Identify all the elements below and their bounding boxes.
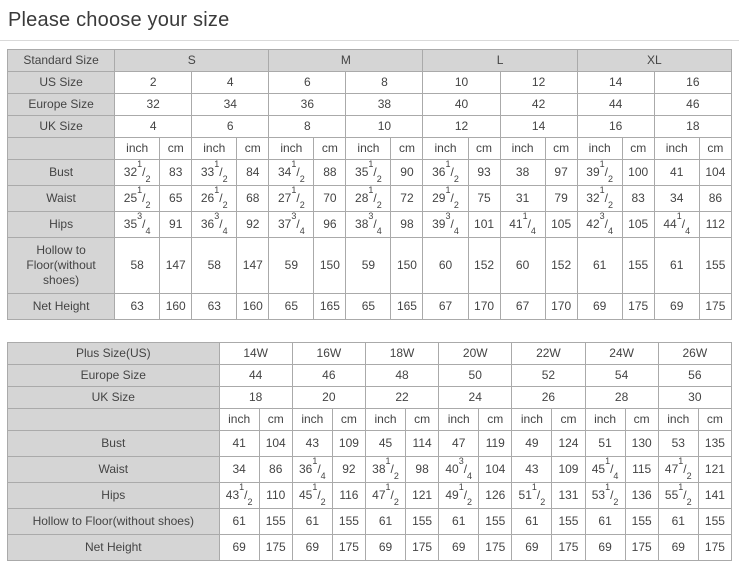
measure-value-cell: 155: [698, 509, 731, 535]
unit-cell: inch: [192, 138, 237, 160]
measure-value-cell: $36^1/_2$: [423, 160, 468, 186]
measure-value-cell: 147: [160, 238, 192, 294]
size-value-cell: 16: [577, 116, 654, 138]
measure-value-cell: 150: [314, 238, 346, 294]
measure-value-cell: $39^1/_2$: [577, 160, 622, 186]
unit-cell: inch: [654, 138, 699, 160]
measure-value-cell: 41: [654, 160, 699, 186]
measure-value-cell: 147: [237, 238, 269, 294]
measure-value-cell: 69: [512, 535, 552, 561]
size-value-cell: 10: [346, 116, 423, 138]
unit-cell: cm: [552, 409, 585, 431]
row-label: Hips: [8, 212, 115, 238]
row-label: UK Size: [8, 387, 220, 409]
measure-value-cell: 155: [552, 509, 585, 535]
measure-value-cell: 175: [625, 535, 658, 561]
unit-cell: inch: [585, 409, 625, 431]
measure-value-cell: 160: [237, 294, 269, 320]
measure-value-cell: 38: [500, 160, 545, 186]
unit-cell: inch: [346, 138, 391, 160]
size-value-cell: 6: [192, 116, 269, 138]
measure-value-cell: 150: [391, 238, 423, 294]
measure-value-cell: 69: [439, 535, 479, 561]
table-row: [8, 343, 732, 365]
size-value-cell: 46: [292, 365, 365, 387]
measure-value-cell: 51: [585, 431, 625, 457]
measure-value-cell: 69: [365, 535, 405, 561]
table-row: [8, 535, 732, 561]
measure-value-cell: 115: [625, 457, 658, 483]
size-group-header: M: [269, 50, 423, 72]
measure-value-cell: 175: [259, 535, 292, 561]
measure-value-cell: 170: [468, 294, 500, 320]
measure-value-cell: 110: [259, 483, 292, 509]
unit-cell: inch: [115, 138, 160, 160]
measure-value-cell: 109: [332, 431, 365, 457]
measure-value-cell: 119: [479, 431, 512, 457]
measure-value-cell: 65: [160, 186, 192, 212]
unit-cell: inch: [439, 409, 479, 431]
size-value-cell: 4: [192, 72, 269, 94]
measure-value-cell: 60: [423, 238, 468, 294]
measure-value-cell: 67: [423, 294, 468, 320]
measure-value-cell: 86: [259, 457, 292, 483]
measure-value-cell: 165: [314, 294, 346, 320]
size-value-cell: 14: [500, 116, 577, 138]
measure-value-cell: 58: [115, 238, 160, 294]
measure-value-cell: 65: [346, 294, 391, 320]
measure-value-cell: $34^1/_2$: [269, 160, 314, 186]
measure-value-cell: 75: [468, 186, 500, 212]
measure-value-cell: $38^3/_4$: [346, 212, 391, 238]
table-row: [8, 387, 732, 409]
measure-value-cell: 124: [552, 431, 585, 457]
measure-value-cell: $27^1/_2$: [269, 186, 314, 212]
measure-value-cell: $44^1/_4$: [654, 212, 699, 238]
measure-value-cell: $47^1/_2$: [365, 483, 405, 509]
unit-cell: inch: [365, 409, 405, 431]
measure-value-cell: 152: [545, 238, 577, 294]
size-value-cell: 54: [585, 365, 658, 387]
measure-value-cell: $47^1/_2$: [658, 457, 698, 483]
measure-value-cell: 155: [622, 238, 654, 294]
corner-cell: [8, 138, 115, 160]
measure-value-cell: 101: [468, 212, 500, 238]
measure-value-cell: 175: [332, 535, 365, 561]
unit-cell: cm: [237, 138, 269, 160]
table-row: [8, 72, 732, 94]
measure-value-cell: 93: [468, 160, 500, 186]
unit-cell: cm: [391, 138, 423, 160]
row-label: Europe Size: [8, 94, 115, 116]
measure-value-cell: $36^1/_4$: [292, 457, 332, 483]
table-row: [8, 160, 732, 186]
measure-value-cell: $29^1/_2$: [423, 186, 468, 212]
measure-value-cell: 60: [500, 238, 545, 294]
measure-value-cell: 175: [699, 294, 731, 320]
measure-value-cell: 170: [545, 294, 577, 320]
row-label: Net Height: [8, 294, 115, 320]
size-value-cell: 8: [346, 72, 423, 94]
measure-value-cell: 152: [468, 238, 500, 294]
measure-value-cell: 59: [269, 238, 314, 294]
table-row: [8, 431, 732, 457]
measure-value-cell: 121: [406, 483, 439, 509]
measure-value-cell: 69: [585, 535, 625, 561]
size-value-cell: 42: [500, 94, 577, 116]
measure-value-cell: 175: [698, 535, 731, 561]
measure-value-cell: 61: [512, 509, 552, 535]
measure-value-cell: $51^1/_2$: [512, 483, 552, 509]
measure-value-cell: $36^3/_4$: [192, 212, 237, 238]
size-group-header: XL: [577, 50, 731, 72]
unit-cell: inch: [512, 409, 552, 431]
measure-value-cell: 100: [622, 160, 654, 186]
measure-value-cell: 34: [219, 457, 259, 483]
measure-value-cell: $39^3/_4$: [423, 212, 468, 238]
size-value-cell: 18W: [365, 343, 438, 365]
measure-value-cell: 92: [332, 457, 365, 483]
row-label: Hollow to Floor(without shoes): [8, 509, 220, 535]
plus-size-table: [7, 342, 732, 561]
size-value-cell: 26W: [658, 343, 731, 365]
measure-value-cell: 69: [219, 535, 259, 561]
row-label: Waist: [8, 186, 115, 212]
measure-value-cell: 130: [625, 431, 658, 457]
size-value-cell: 4: [115, 116, 192, 138]
measure-value-cell: 58: [192, 238, 237, 294]
measure-value-cell: $49^1/_2$: [439, 483, 479, 509]
measure-value-cell: 105: [545, 212, 577, 238]
measure-value-cell: 61: [439, 509, 479, 535]
measure-value-cell: 70: [314, 186, 346, 212]
measure-value-cell: 121: [698, 457, 731, 483]
row-label: Bust: [8, 431, 220, 457]
row-label: Waist: [8, 457, 220, 483]
measure-value-cell: 175: [406, 535, 439, 561]
table-row: [8, 365, 732, 387]
size-value-cell: 12: [500, 72, 577, 94]
page-title: Please choose your size: [8, 9, 230, 31]
measure-value-cell: 69: [658, 535, 698, 561]
unit-cell: cm: [468, 138, 500, 160]
unit-cell: cm: [699, 138, 731, 160]
table-row: [8, 50, 732, 72]
size-value-cell: 50: [439, 365, 512, 387]
measure-value-cell: $40^3/_4$: [439, 457, 479, 483]
measure-value-cell: 131: [552, 483, 585, 509]
measure-value-cell: 92: [237, 212, 269, 238]
measure-value-cell: 104: [699, 160, 731, 186]
measure-value-cell: 72: [391, 186, 423, 212]
measure-value-cell: 61: [365, 509, 405, 535]
size-value-cell: 32: [115, 94, 192, 116]
measure-value-cell: $33^1/_2$: [192, 160, 237, 186]
measure-value-cell: 84: [237, 160, 269, 186]
size-value-cell: 12: [423, 116, 500, 138]
measure-value-cell: 96: [314, 212, 346, 238]
standard-size-table: [7, 49, 732, 320]
measure-value-cell: 98: [406, 457, 439, 483]
measure-value-cell: 155: [406, 509, 439, 535]
measure-value-cell: 165: [391, 294, 423, 320]
table-row: [8, 509, 732, 535]
size-value-cell: 16: [654, 72, 731, 94]
measure-value-cell: 61: [577, 238, 622, 294]
size-value-cell: 22W: [512, 343, 585, 365]
measure-value-cell: 105: [622, 212, 654, 238]
row-label: UK Size: [8, 116, 115, 138]
measure-value-cell: 59: [346, 238, 391, 294]
measure-value-cell: $43^1/_2$: [219, 483, 259, 509]
measure-value-cell: $53^1/_2$: [585, 483, 625, 509]
measure-value-cell: 61: [654, 238, 699, 294]
measure-value-cell: $42^3/_4$: [577, 212, 622, 238]
measure-value-cell: 61: [219, 509, 259, 535]
table-row: [8, 212, 732, 238]
measure-value-cell: 53: [658, 431, 698, 457]
row-label: Hollow to Floor(without shoes): [8, 238, 115, 294]
measure-value-cell: 65: [269, 294, 314, 320]
measure-value-cell: 141: [698, 483, 731, 509]
measure-value-cell: 155: [259, 509, 292, 535]
size-value-cell: 8: [269, 116, 346, 138]
unit-cell: inch: [269, 138, 314, 160]
measure-value-cell: 160: [160, 294, 192, 320]
size-value-cell: 24: [439, 387, 512, 409]
table-row: [8, 238, 732, 294]
measure-value-cell: 104: [259, 431, 292, 457]
size-value-cell: 52: [512, 365, 585, 387]
measure-value-cell: 90: [391, 160, 423, 186]
size-group-header: S: [115, 50, 269, 72]
row-label: Plus Size(US): [8, 343, 220, 365]
size-value-cell: 16W: [292, 343, 365, 365]
unit-cell: inch: [500, 138, 545, 160]
measure-value-cell: $38^1/_2$: [365, 457, 405, 483]
row-label: US Size: [8, 72, 115, 94]
table-row: [8, 186, 732, 212]
corner-cell: [8, 409, 220, 431]
size-value-cell: 20W: [439, 343, 512, 365]
size-value-cell: 34: [192, 94, 269, 116]
size-value-cell: 44: [577, 94, 654, 116]
unit-cell: inch: [658, 409, 698, 431]
unit-cell: cm: [332, 409, 365, 431]
measure-value-cell: 88: [314, 160, 346, 186]
size-value-cell: 30: [658, 387, 731, 409]
measure-value-cell: 135: [698, 431, 731, 457]
size-value-cell: 14: [577, 72, 654, 94]
measure-value-cell: 49: [512, 431, 552, 457]
measure-value-cell: 61: [585, 509, 625, 535]
measure-value-cell: 155: [479, 509, 512, 535]
size-value-cell: 24W: [585, 343, 658, 365]
measure-value-cell: 45: [365, 431, 405, 457]
row-label: Hips: [8, 483, 220, 509]
measure-value-cell: $35^1/_2$: [346, 160, 391, 186]
unit-cell: cm: [622, 138, 654, 160]
measure-value-cell: $45^1/_4$: [585, 457, 625, 483]
measure-value-cell: 41: [219, 431, 259, 457]
table-row: [8, 116, 732, 138]
row-label: Europe Size: [8, 365, 220, 387]
measure-value-cell: 31: [500, 186, 545, 212]
measure-value-cell: $45^1/_2$: [292, 483, 332, 509]
size-value-cell: 6: [269, 72, 346, 94]
measure-value-cell: 61: [658, 509, 698, 535]
size-value-cell: 14W: [219, 343, 292, 365]
measure-value-cell: $32^1/_2$: [577, 186, 622, 212]
unit-cell: cm: [314, 138, 346, 160]
size-value-cell: 2: [115, 72, 192, 94]
title-divider: [0, 40, 739, 41]
size-value-cell: 40: [423, 94, 500, 116]
measure-value-cell: 98: [391, 212, 423, 238]
size-value-cell: 20: [292, 387, 365, 409]
measure-value-cell: 43: [512, 457, 552, 483]
unit-cell: cm: [160, 138, 192, 160]
size-value-cell: 46: [654, 94, 731, 116]
unit-cell: inch: [219, 409, 259, 431]
measure-value-cell: $55^1/_2$: [658, 483, 698, 509]
measure-value-cell: 175: [479, 535, 512, 561]
row-label: Bust: [8, 160, 115, 186]
measure-value-cell: 104: [479, 457, 512, 483]
measure-value-cell: 112: [699, 212, 731, 238]
measure-value-cell: 79: [545, 186, 577, 212]
measure-value-cell: 69: [292, 535, 332, 561]
measure-value-cell: 155: [332, 509, 365, 535]
measure-value-cell: 69: [654, 294, 699, 320]
measure-value-cell: 47: [439, 431, 479, 457]
size-value-cell: 26: [512, 387, 585, 409]
measure-value-cell: $26^1/_2$: [192, 186, 237, 212]
size-value-cell: 44: [219, 365, 292, 387]
measure-value-cell: 136: [625, 483, 658, 509]
unit-cell: cm: [625, 409, 658, 431]
measure-value-cell: 63: [115, 294, 160, 320]
table-row: [8, 294, 732, 320]
table-row: [8, 94, 732, 116]
unit-cell: cm: [259, 409, 292, 431]
measure-value-cell: 109: [552, 457, 585, 483]
measure-value-cell: 116: [332, 483, 365, 509]
size-value-cell: 22: [365, 387, 438, 409]
measure-value-cell: $25^1/_2$: [115, 186, 160, 212]
table-gap: [7, 320, 732, 342]
measure-value-cell: 69: [577, 294, 622, 320]
row-label: Net Height: [8, 535, 220, 561]
size-value-cell: 18: [219, 387, 292, 409]
measure-value-cell: 67: [500, 294, 545, 320]
measure-value-cell: 114: [406, 431, 439, 457]
size-value-cell: 38: [346, 94, 423, 116]
measure-value-cell: 91: [160, 212, 192, 238]
size-group-header: L: [423, 50, 577, 72]
row-label: Standard Size: [8, 50, 115, 72]
unit-cell: cm: [545, 138, 577, 160]
unit-cell: inch: [292, 409, 332, 431]
measure-value-cell: 61: [292, 509, 332, 535]
unit-cell: inch: [423, 138, 468, 160]
measure-value-cell: $32^1/_2$: [115, 160, 160, 186]
size-value-cell: 48: [365, 365, 438, 387]
measure-value-cell: 43: [292, 431, 332, 457]
measure-value-cell: 34: [654, 186, 699, 212]
table-row: [8, 483, 732, 509]
measure-value-cell: 97: [545, 160, 577, 186]
unit-cell: cm: [406, 409, 439, 431]
measure-value-cell: $41^1/_4$: [500, 212, 545, 238]
measure-value-cell: 155: [699, 238, 731, 294]
table-row: [8, 457, 732, 483]
size-value-cell: 28: [585, 387, 658, 409]
size-value-cell: 18: [654, 116, 731, 138]
table-row: [8, 409, 732, 431]
size-value-cell: 10: [423, 72, 500, 94]
measure-value-cell: 155: [625, 509, 658, 535]
measure-value-cell: 68: [237, 186, 269, 212]
measure-value-cell: 63: [192, 294, 237, 320]
table-row: [8, 138, 732, 160]
unit-cell: cm: [479, 409, 512, 431]
size-value-cell: 36: [269, 94, 346, 116]
measure-value-cell: $37^3/_4$: [269, 212, 314, 238]
measure-value-cell: $28^1/_2$: [346, 186, 391, 212]
measure-value-cell: 175: [622, 294, 654, 320]
measure-value-cell: 83: [160, 160, 192, 186]
measure-value-cell: $35^3/_4$: [115, 212, 160, 238]
size-value-cell: 56: [658, 365, 731, 387]
measure-value-cell: 175: [552, 535, 585, 561]
measure-value-cell: 83: [622, 186, 654, 212]
measure-value-cell: 86: [699, 186, 731, 212]
unit-cell: inch: [577, 138, 622, 160]
measure-value-cell: 126: [479, 483, 512, 509]
unit-cell: cm: [698, 409, 731, 431]
